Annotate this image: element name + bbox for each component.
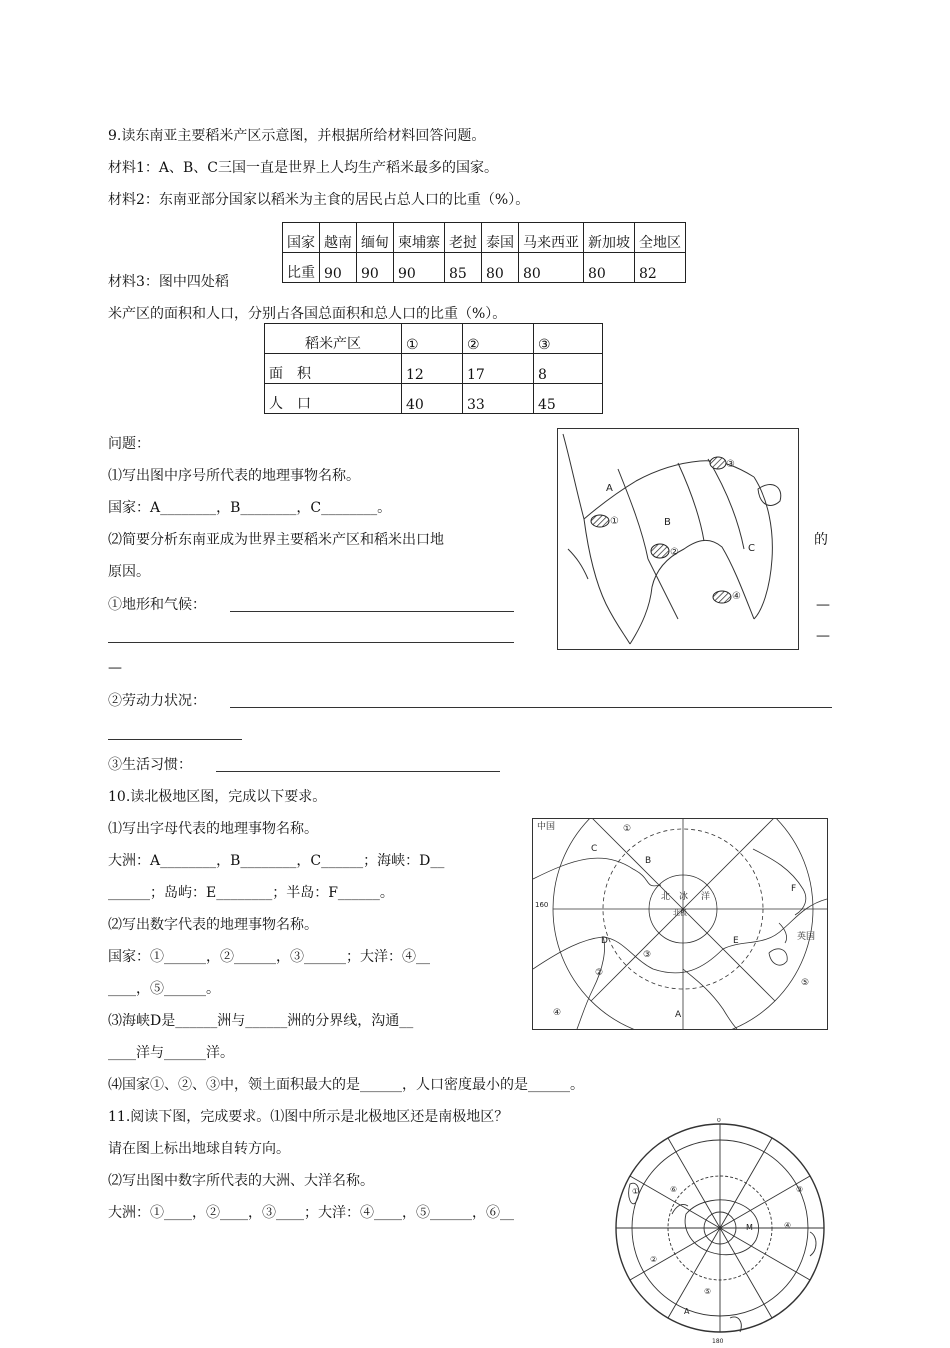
q10-part-1: ⑴写出字母代表的地理事物名称。	[108, 821, 318, 837]
map-label-3: ③	[726, 459, 735, 470]
table-cell: 越南	[320, 223, 357, 253]
map-label-b: B	[664, 517, 671, 528]
table-cell: ②	[463, 324, 534, 354]
q9-item-terrain: ①地形和气候：	[108, 597, 206, 613]
map-label-0: 0	[717, 1118, 721, 1124]
map-label-2: ②	[650, 1255, 658, 1264]
answer-line[interactable]	[216, 771, 500, 772]
map-label-m: M	[746, 1223, 753, 1232]
map-label-4: ④	[784, 1221, 792, 1230]
answer-line[interactable]	[108, 642, 514, 643]
q9-questions-label: 问题：	[108, 436, 150, 452]
map-label-160: 160	[535, 901, 549, 909]
dash-mark: —	[816, 628, 830, 644]
table-cell: 85	[445, 253, 482, 283]
q9-part-2-reason: 原因。	[108, 564, 150, 580]
table-cell: 90	[357, 253, 394, 283]
map-label-4: ④	[553, 1008, 562, 1018]
q9-part-2: ⑵简要分析东南亚成为世界主要稻米产区和稻米出口地	[108, 532, 444, 548]
q10-part-4: ⑷国家①、②、③中，领土面积最大的是______，人口密度最小的是______。	[108, 1077, 584, 1093]
map-label-yang: 洋	[701, 892, 711, 902]
table-cell: 82	[635, 253, 686, 283]
q9-part-1-answer: 国家：A________，B________，C________。	[108, 500, 392, 516]
table-cell: 老挝	[445, 223, 482, 253]
q11-part-2-answer: 大洲：①____，②____，③____；大洋：④____，⑤______，⑥__	[108, 1205, 514, 1221]
table-cell: 缅甸	[357, 223, 394, 253]
table-cell: 面 积	[265, 354, 402, 384]
q9-part-2-tail: 的	[814, 532, 828, 548]
table-row	[283, 223, 686, 253]
q11-part-1: 11.阅读下图，完成要求。⑴图中所示是北极地区还是南极地区？	[108, 1109, 509, 1125]
table-cell: ①	[402, 324, 463, 354]
table-cell: ③	[534, 324, 603, 354]
table-cell: 稻米产区	[265, 324, 402, 354]
map-label-1: ①	[632, 1187, 640, 1196]
q10-title: 10.读北极地区图，完成以下要求。	[108, 789, 327, 805]
q10-part-1-line-2: ______；岛屿：E________；半岛：F______。	[108, 885, 394, 901]
table-cell: 90	[320, 253, 357, 283]
q9-part-1: ⑴写出图中序号所代表的地理事物名称。	[108, 468, 360, 484]
q9-material-3a: 材料3：图中四处稻	[108, 274, 229, 290]
map-label-b: B	[645, 856, 652, 866]
table-cell: 90	[394, 253, 445, 283]
map-label-c: C	[591, 844, 598, 854]
map-label-4: ④	[732, 591, 741, 602]
map-label-5: ⑤	[801, 978, 810, 988]
table-cell: 45	[534, 384, 603, 414]
table-row	[265, 354, 603, 384]
table-row	[283, 253, 686, 283]
table-cell: 国家	[283, 223, 320, 253]
table-cell: 新加坡	[584, 223, 635, 253]
dash-mark: —	[108, 660, 122, 676]
table-cell: 33	[463, 384, 534, 414]
q9-item-habits: ③生活习惯：	[108, 757, 192, 773]
table-cell: 80	[584, 253, 635, 283]
map-label-180: 180	[712, 1338, 724, 1344]
q11-part-2: ⑵写出图中数字所代表的大洲、大洋名称。	[108, 1173, 374, 1189]
q11-part-1-line-2: 请在图上标出地球自转方向。	[108, 1141, 290, 1157]
map-label-f: F	[791, 884, 797, 894]
map-label-6: ⑥	[670, 1185, 678, 1194]
table-cell: 马来西亚	[519, 223, 584, 253]
table-cell: 80	[482, 253, 519, 283]
antarctic-map	[612, 1118, 828, 1344]
arctic-map	[532, 818, 828, 1030]
antarctic-map-drawing	[612, 1118, 828, 1344]
map-label-china: 中国	[537, 822, 556, 832]
answer-line[interactable]	[108, 739, 242, 740]
table-cell: 泰国	[482, 223, 519, 253]
map-label-3: ③	[643, 950, 652, 960]
q10-part-1-line-1: 大洲：A________，B________，C______；海峡：D__	[108, 853, 445, 869]
southeast-asia-map-drawing	[558, 429, 798, 649]
answer-line[interactable]	[230, 707, 832, 708]
map-label-1: ①	[623, 824, 632, 834]
answer-line[interactable]	[230, 611, 514, 612]
q10-part-2: ⑵写出数字代表的地理事物名称。	[108, 917, 318, 933]
map-label-3: ③	[796, 1185, 804, 1194]
table-cell: 比重	[283, 253, 320, 283]
map-label-d: D	[601, 936, 608, 946]
table-cell: 12	[402, 354, 463, 384]
table-cell: 全地区	[635, 223, 686, 253]
q10-part-3-line-2: ____洋与______洋。	[108, 1045, 234, 1061]
map-label-a: A	[675, 1010, 682, 1020]
map-label-uk: 英国	[797, 932, 816, 942]
map-label-c: C	[748, 543, 755, 554]
q10-part-2-line-2: ____，⑤______。	[108, 981, 220, 997]
table-cell: 17	[463, 354, 534, 384]
q9-item-labor: ②劳动力状况：	[108, 693, 206, 709]
q9-material-3b: 米产区的面积和人口，分别占各国总面积和总人口的比重（%）。	[108, 306, 507, 322]
q10-part-3-line-1: ⑶海峡D是______洲与______洲的分界线，沟通__	[108, 1013, 414, 1029]
table-cell: 40	[402, 384, 463, 414]
map-label-e: E	[733, 936, 739, 946]
table-cell: 8	[534, 354, 603, 384]
q9-material-1: 材料1：A、B、C三国一直是世界上人均生产稻米最多的国家。	[108, 160, 499, 176]
rice-region-table	[264, 323, 603, 414]
southeast-asia-map	[557, 428, 799, 650]
map-label-north-pole: 北极	[673, 909, 687, 917]
table-cell: 80	[519, 253, 584, 283]
table-cell: 柬埔寨	[394, 223, 445, 253]
map-label-bing: 冰	[679, 892, 689, 902]
map-label-2: ②	[670, 547, 679, 558]
rice-share-table	[282, 222, 686, 283]
map-label-a: A	[606, 483, 613, 494]
map-label-a: A	[684, 1307, 690, 1316]
arctic-map-drawing	[533, 819, 827, 1029]
q9-title: 9.读东南亚主要稻米产区示意图，并根据所给材料回答问题。	[108, 128, 486, 144]
map-label-5: ⑤	[704, 1287, 712, 1296]
map-label-1: ①	[610, 516, 619, 527]
table-row	[265, 384, 603, 414]
map-label-2: ②	[595, 968, 604, 978]
q9-material-2: 材料2：东南亚部分国家以稻米为主食的居民占总人口的比重（%）。	[108, 192, 530, 208]
map-label-bei: 北	[661, 892, 671, 902]
table-row	[265, 324, 603, 354]
table-cell: 人 口	[265, 384, 402, 414]
q10-part-2-line-1: 国家：①______，②______，③______；大洋：④__	[108, 949, 430, 965]
dash-mark: —	[816, 597, 830, 613]
